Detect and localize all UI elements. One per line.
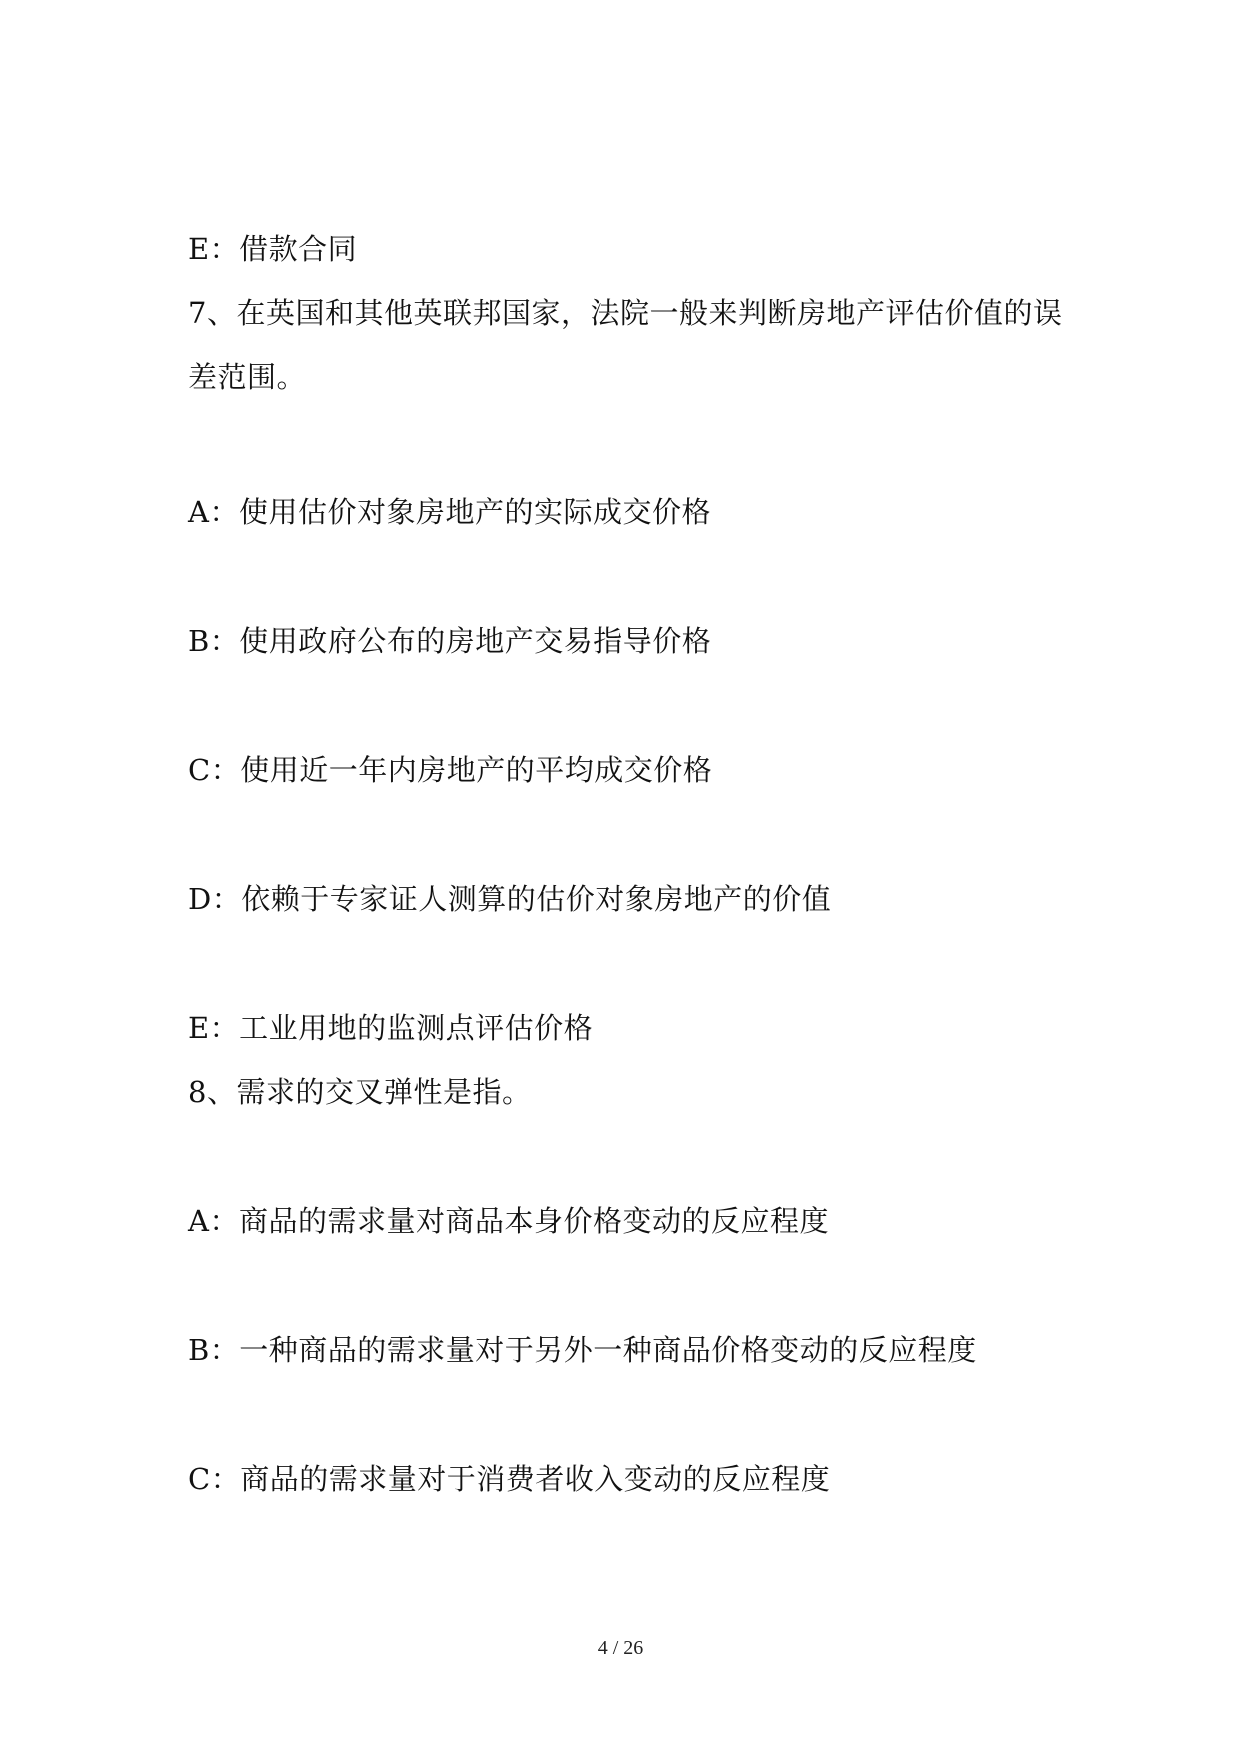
q8-option-b: B：一种商品的需求量对于另外一种商品价格变动的反应程度	[188, 1333, 977, 1367]
q6-option-e: E：借款合同	[188, 232, 358, 266]
q7-option-e: E：工业用地的监测点评估价格	[188, 1011, 594, 1045]
q7-option-b: B：使用政府公布的房地产交易指导价格	[188, 624, 712, 658]
q8-option-c: C：商品的需求量对于消费者收入变动的反应程度	[188, 1462, 831, 1496]
q7-option-c: C：使用近一年内房地产的平均成交价格	[188, 753, 713, 787]
q7-option-a: A：使用估价对象房地产的实际成交价格	[188, 495, 711, 529]
q8-question: 8、需求的交叉弹性是指。	[188, 1075, 532, 1109]
q7-question-line-2: 差范围。	[188, 360, 307, 394]
q7-option-d: D：依赖于专家证人测算的估价对象房地产的价值	[188, 882, 832, 916]
q7-question-line-1: 7、在英国和其他英联邦国家，法院一般来判断房地产评估价值的误	[188, 296, 1063, 330]
q8-option-a: A：商品的需求量对商品本身价格变动的反应程度	[188, 1204, 829, 1238]
page-number: 4 / 26	[597, 1637, 644, 1659]
